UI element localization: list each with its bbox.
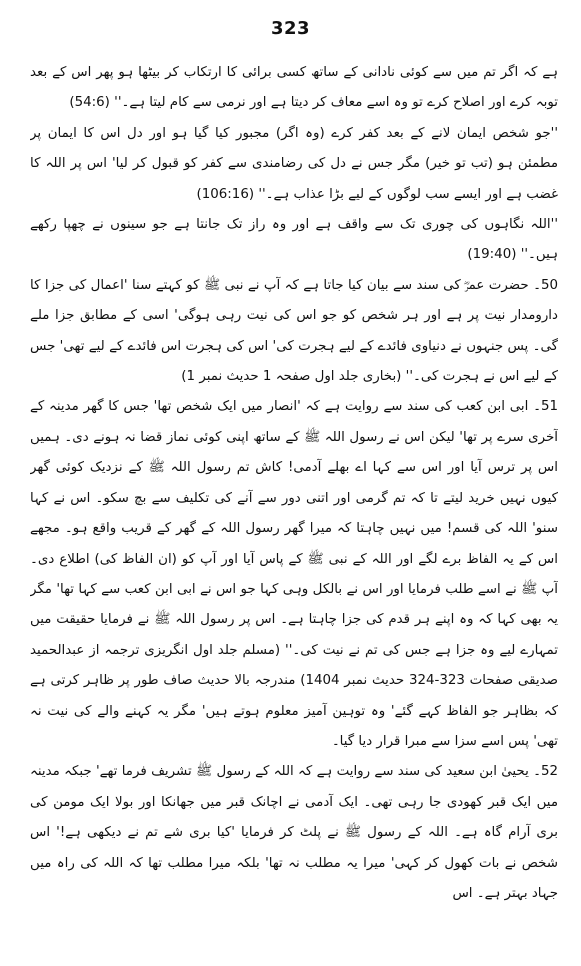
paragraph: 51۔ ابی ابن کعب کی سند سے روایت ہے کہ 'انصار میں ایک شخص تھا' جس کا گھر مدینہ کے آخری سرے پر تھا' لیکن اس نے رسول اللہ ﷺ کے ساتھ اپنی کوئی نماز قضا نہ ہونے دی۔ ہمیں اس پر ترس آیا اور اس سے کہا اے بھلے آدمی! کاش تم رسول اللہ ﷺ کے نزدیک کوئی گھر کیوں نہیں خرید لیتے تا کہ تم گرمی اور اتنی دور سے آنے کی تکلیف سے بچ سکو۔ اس نے کہا سنو' اللہ کی قسم! میں نہیں چاہتا کہ میرا گھر رسول اللہ کے گھر کے قریب واقع ہو۔ مجھے اس کے یہ الفاظ برے لگے اور اللہ کے نبی ﷺ کے پاس آیا اور آپ کو (ان الفاظ کی) اطلاع دی۔ آپ ﷺ نے اسے طلب فرمایا اور اس نے بالکل وہی کہا جو اس نے ابی ابن کعب سے کہا تھا' مگر یہ بھی کہا کہ وہ اپنے ہر قدم کی جزا چاہتا ہے۔ اس پر رسول اللہ ﷺ نے فرمایا حقیقت میں تمہارے لیے وہ جزا ہے جس کی تم نے نیت کی۔'' (مسلم جلد اول انگریزی ترجمہ از عبدالحمید صدیقی صفحات 323-324 حدیث نمبر 1404) مندرجہ بالا حدیث صاف طور پر ظاہر کرتی ہے کہ بظاہر جو الفاظ کہے گئے' وہ توہین آمیز معلوم ہوتے ہیں' مگر یہ کہنے والے کی نیت نہ تھی' پس اسے سزا سے مبرا قرار دیا گیا۔ [30,399,558,749]
page-number: 323 [270,18,311,39]
paragraph: 52۔ یحییٰ ابن سعید کی سند سے روایت ہے کہ اللہ کے رسول ﷺ تشریف فرما تھے' جبکہ مدینہ میں ایک قبر کھودی جا رہی تھی۔ ایک آدمی نے اچانک قبر میں جھانکا اور بولا ایک مومن کی بری آرام گاہ ہے۔ اللہ کے رسول ﷺ نے پلٹ کر فرمایا 'کیا بری شے تم نے دیکھی ہے!' اس شخص نے بات کھول کر کہی' میرا یہ مطلب نہ تھا' بلکہ میرا مطلب تھا کہ اللہ کی راہ میں جہاد بہتر ہے۔ اس [30,764,558,901]
paragraph: 50۔ حضرت عمرؓ کی سند سے بیان کیا جاتا ہے کہ آپ نے نبی ﷺ کو کہتے سنا 'اعمال کی جزا کا دارومدار نیت پر ہے اور ہر شخص کو جو اس کی نیت رہی ہوگی' اسی کے مطابق جزا ملے گی۔ پس جنہوں نے دنیاوی فائدے کے لیے ہجرت کی' اس کی ہجرت اس فائدے کے لیے تھی' جس کے لیے اس نے ہجرت کی۔'' (بخاری جلد اول صفحہ 1 حدیث نمبر 1) [30,277,558,385]
page-body [30,58,558,948]
paragraph: ہے کہ اگر تم میں سے کوئی نادانی کے ساتھ کسی برائی کا ارتکاب کر بیٹھا ہو پھر اس کے بعد توبہ کرے اور اصلاح کرے تو وہ اسے معاف کر دیتا ہے اور نرمی سے کام لیتا ہے۔'' (54:6) [30,65,558,111]
paragraph: ''اللہ نگاہوں کی چوری تک سے واقف ہے اور وہ راز تک جانتا ہے جو سینوں نے چھپا رکھے ہیں۔'' (19:40) [30,217,558,263]
paragraph: ''جو شخص ایمان لانے کے بعد کفر کرے (وہ اگر) مجبور کیا گیا ہو اور دل اس کا ایمان پر مطمئن ہو (تب تو خیر) مگر جس نے دل کی رضامندی سے کفر کو قبول کر لیا' اس پر اللہ کا غضب ہے اور ایسے سب لوگوں کے لیے بڑا عذاب ہے۔'' (106:16) [30,125,558,202]
